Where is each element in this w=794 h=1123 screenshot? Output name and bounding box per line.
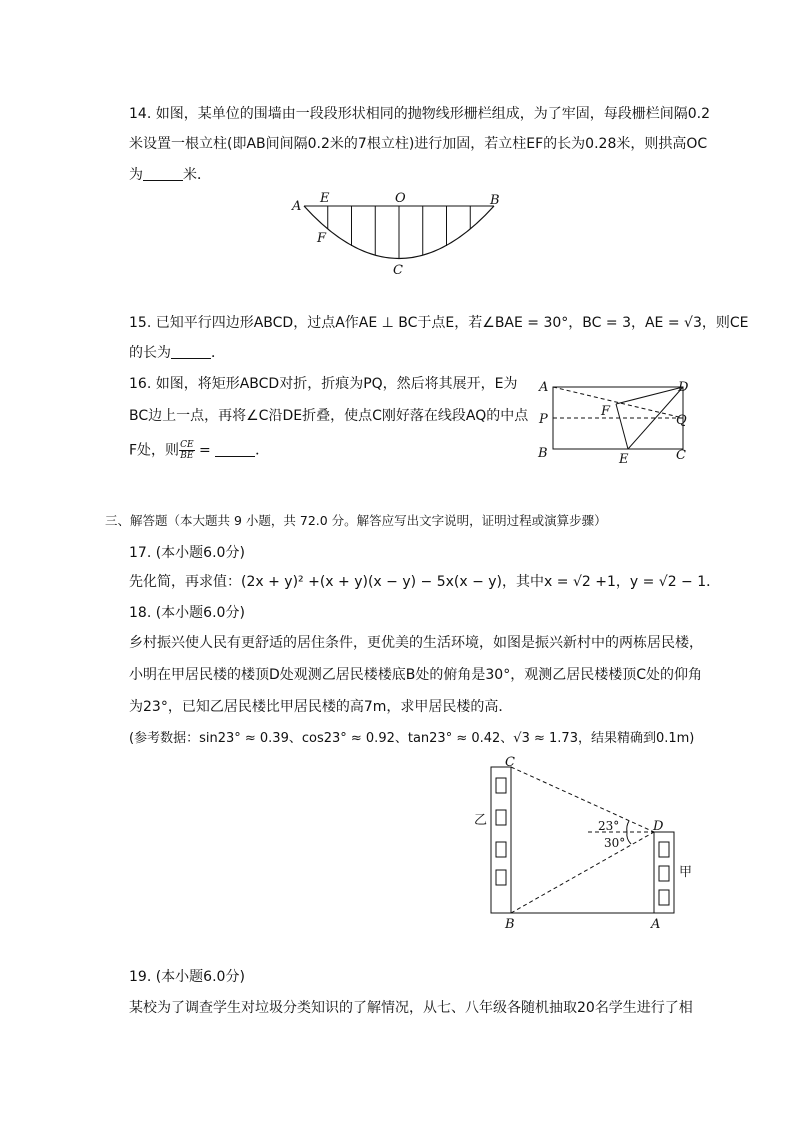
q18-line-2: 小明在甲居民楼的楼顶D处观测乙居民楼楼底B处的俯角是30°，观测乙居民楼楼顶C处的仰角: [129, 667, 702, 683]
q16-equals: =: [194, 442, 216, 459]
q16-fraction: [179, 440, 194, 461]
q16-line-3-prefix: F处，则: [129, 442, 180, 459]
q16-label-q: Q: [676, 413, 687, 428]
q15-line-2-suffix: ．: [211, 345, 225, 361]
q16-label-p: P: [539, 412, 548, 427]
q14-label-c: C: [393, 263, 403, 278]
q19-heading: 19. (本小题6.0分): [129, 969, 245, 985]
q16-fraction-denominator: BE: [180, 451, 194, 461]
q18-label-b: B: [505, 917, 515, 932]
q15-line-1: 15. 已知平行四边形ABCD，过点A作AE ⊥ BC于点E，若∠BAE = 30°，BC = 3，AE = √3，则CE: [129, 315, 749, 331]
q18-angle-23: 23°: [598, 819, 620, 833]
q18-angle-30: 30°: [604, 836, 626, 850]
q18-heading: 18. (本小题6.0分): [129, 605, 245, 621]
q14-line-3-prefix: 为: [129, 167, 143, 183]
q18-buildings-figure: [470, 750, 700, 935]
q16-label-d: D: [678, 380, 689, 395]
q16-line-3-suffix: ．: [255, 442, 270, 459]
q15-line-2: [129, 343, 225, 363]
q17-body: 先化简，再求值：(2x + y)² +(x + y)(x − y) − 5x(x − y)，其中x = √2 +1，y = √2 − 1．: [129, 574, 721, 590]
q18-label-jia: 甲: [679, 865, 693, 880]
q16-label-b: B: [538, 446, 548, 461]
q18-line-1: 乡村振兴使人民有更舒适的居住条件，更优美的生活环境，如图是振兴新村中的两栋居民楼，: [129, 635, 703, 651]
q15-answer-blank[interactable]: [171, 344, 211, 359]
q16-label-c: C: [676, 448, 686, 463]
q18-label-d: D: [653, 819, 664, 834]
q18-line-4: (参考数据：sin23° ≈ 0.39、cos23° ≈ 0.92、tan23° ≈ 0.42、√3 ≈ 1.73，结果精确到0.1m): [129, 731, 695, 746]
q14-parabola-figure: [285, 185, 515, 280]
q18-line-3: 为23°，已知乙居民楼比甲居民楼的高7m，求甲居民楼的高．: [129, 699, 513, 715]
q17-heading: 17. (本小题6.0分): [129, 545, 245, 561]
q14-answer-blank[interactable]: [143, 166, 183, 181]
q14-label-a: A: [292, 199, 302, 214]
section-3-heading: 三、解答题（本大题共 9 小题，共 72.0 分。解答应写出文字说明，证明过程或演算步骤）: [105, 513, 607, 528]
q16-line-1: 16. 如图，将矩形ABCD对折，折痕为PQ，然后将其展开，E为: [129, 376, 518, 392]
q14-line-1: 14. 如图，某单位的围墙由一段段形状相同的抛物线形栅栏组成，为了牢固，每段栅栏间隔0.2: [129, 106, 710, 122]
q14-line-3: [129, 165, 211, 185]
q16-label-a: A: [539, 380, 549, 395]
q14-label-o: O: [395, 191, 406, 206]
q16-line-3: [129, 440, 269, 461]
q14-label-f: F: [317, 231, 327, 246]
q16-answer-blank[interactable]: [215, 442, 255, 457]
q14-label-b: B: [490, 193, 500, 208]
q16-line-2: BC边上一点，再将∠C沿DE折叠，使点C刚好落在线段AQ的中点: [129, 408, 529, 424]
q15-line-2-prefix: 的长为: [129, 345, 171, 361]
q18-label-a: A: [651, 917, 661, 932]
q16-label-e: E: [619, 452, 629, 467]
q16-label-f: F: [601, 404, 611, 419]
q14-line-3-suffix: 米．: [183, 167, 211, 183]
q19-line-1: 某校为了调查学生对垃圾分类知识的了解情况，从七、八年级各随机抽取20名学生进行了相: [129, 1000, 693, 1016]
q14-line-2: 米设置一根立柱(即AB间间隔0.2米的7根立柱)进行加固，若立柱EF的长为0.28米，则拱高OC: [129, 136, 708, 152]
q16-fraction-numerator: CE: [180, 440, 194, 450]
q16-rectangle-figure: [530, 372, 705, 472]
q18-label-c: C: [505, 755, 515, 770]
q14-label-e: E: [320, 191, 330, 206]
q18-label-yi: 乙: [474, 813, 488, 828]
